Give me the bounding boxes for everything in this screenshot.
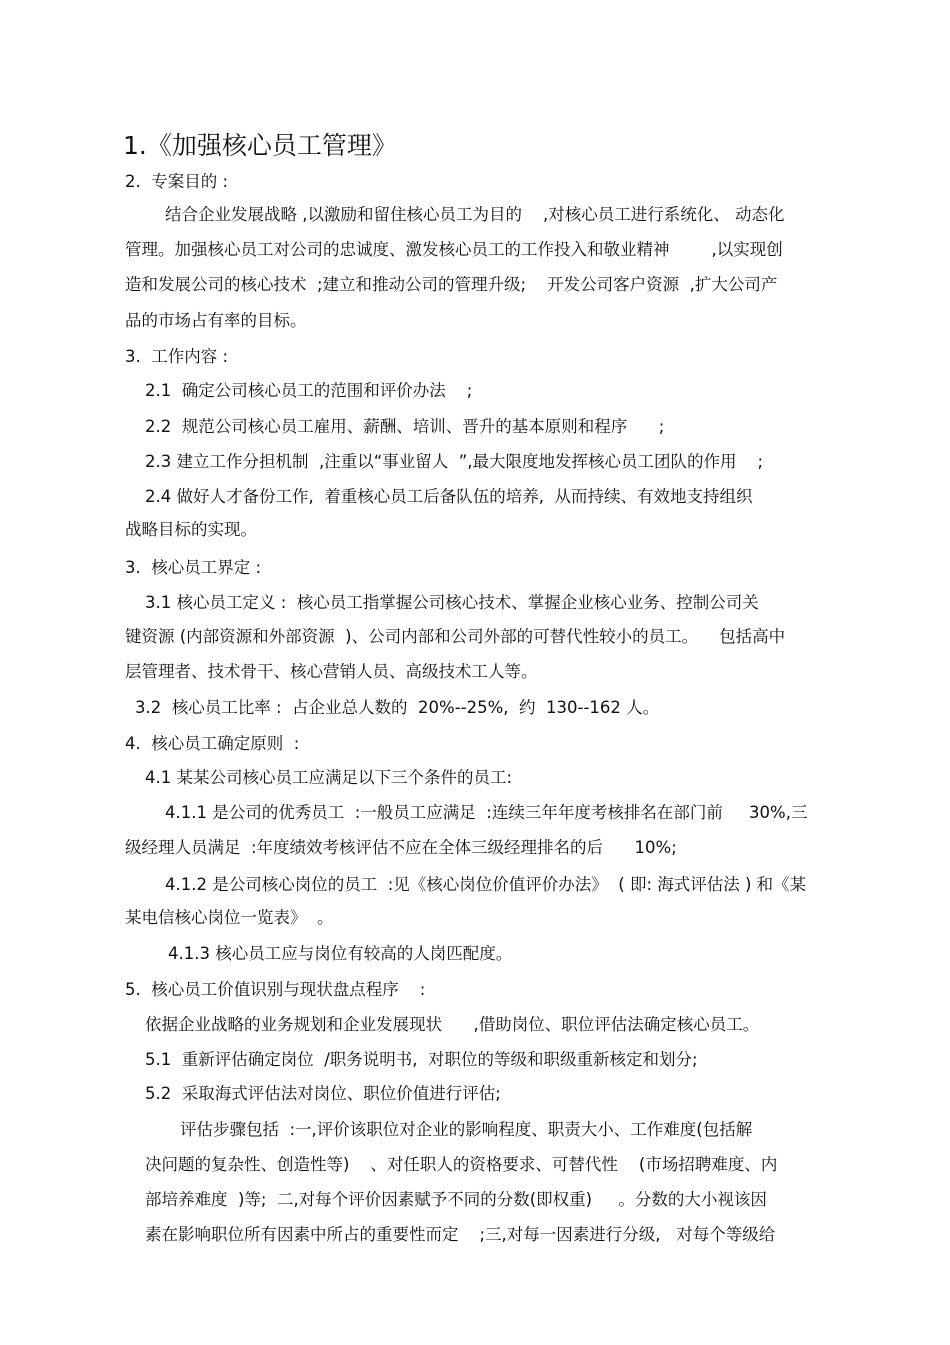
list-item: 5.1 重新评估确定岗位 /职务说明书, 对职位的等级和职级重新核定和划分; bbox=[145, 1050, 698, 1069]
document-title: 1.《加强核心员工管理》 bbox=[123, 131, 397, 160]
paragraph-line: 决问题的复杂性、创造性等) 、对任职人的资格要求、可替代性 (市场招聘难度、内 bbox=[145, 1155, 778, 1174]
paragraph-line: 某电信核心岗位一览表》 。 bbox=[125, 908, 334, 927]
list-item: 2.4 做好人才备份工作, 着重核心员工后备队伍的培养, 从而持续、有效地支持组织 bbox=[145, 487, 753, 506]
paragraph-line: 依据企业战略的业务规划和企业发展现状 ,借助岗位、职位评估法确定核心员工。 bbox=[145, 1015, 760, 1034]
paragraph-line: 素在影响职位所有因素中所占的重要性而定 ;三,对每一因素进行分级, 对每个等级给 bbox=[145, 1225, 776, 1244]
paragraph-line: 造和发展公司的核心技术 ;建立和推动公司的管理升级; 开发公司客户资源 ,扩大公司产 bbox=[125, 275, 778, 294]
paragraph-line: 部培养难度 )等; 二,对每个评价因素赋予不同的分数(即权重) 。分数的大小视该因 bbox=[145, 1190, 767, 1209]
list-item: 2.3 建立工作分担机制 ,注重以“事业留人 ”,最大限度地发挥核心员工团队的作用 ; bbox=[145, 452, 764, 471]
list-item: 2.1 确定公司核心员工的范围和评价办法 ; bbox=[145, 381, 473, 400]
list-item: 4.1.1 是公司的优秀员工 :一般员工应满足 :连续三年年度考核排名在部门前 30%,三 bbox=[165, 803, 808, 822]
list-item: 2.2 规范公司核心员工雇用、薪酬、培训、晋升的基本原则和程序 ; bbox=[145, 417, 665, 436]
paragraph-line: 管理。加强核心员工对公司的忠诚度、激发核心员工的工作投入和敬业精神 ,以实现创 bbox=[125, 240, 783, 259]
list-item: 5.2 采取海式评估法对岗位、职位价值进行评估; bbox=[145, 1084, 501, 1103]
paragraph-line: 结合企业发展战略 ,以激励和留住核心员工为目的 ,对核心员工进行系统化、 动态化 bbox=[165, 205, 785, 224]
list-item: 4.1.2 是公司核心岗位的员工 :见《核心岗位价值评价办法》 ( 即: 海式评估法 ) 和《某 bbox=[165, 875, 807, 894]
paragraph-line: 战略目标的实现。 bbox=[125, 520, 257, 539]
paragraph-line: 键资源 (内部资源和外部资源 )、公司内部和公司外部的可替代性较小的员工。 包括高中 bbox=[125, 627, 786, 646]
list-item: 3.1 核心员工定义 : 核心员工指掌握公司核心技术、掌握企业核心业务、控制公司关 bbox=[145, 593, 759, 612]
section-5-heading: 5. 核心员工价值识别与现状盘点程序 : bbox=[125, 980, 426, 999]
section-3-heading: 3. 工作内容 : bbox=[125, 347, 229, 366]
section-heading: 3. 核心员工界定 : bbox=[125, 558, 262, 577]
list-item: 4.1 某某公司核心员工应满足以下三个条件的员工: bbox=[145, 768, 513, 787]
section-4-heading: 4. 核心员工确定原则 : bbox=[125, 734, 300, 753]
list-item: 3.2 核心员工比率 : 占企业总人数的 20%--25%, 约 130--162 人。 bbox=[135, 698, 660, 717]
list-item: 4.1.3 核心员工应与岗位有较高的人岗匹配度。 bbox=[168, 944, 513, 963]
paragraph-line: 品的市场占有率的目标。 bbox=[125, 311, 307, 330]
paragraph-line: 层管理者、技术骨干、核心营销人员、高级技术工人等。 bbox=[125, 662, 538, 681]
section-2-heading: 2. 专案目的 : bbox=[125, 172, 229, 191]
paragraph-line: 评估步骤包括 :一,评价该职位对企业的影响程度、职责大小、工作难度(包括解 bbox=[180, 1120, 753, 1139]
paragraph-line: 级经理人员满足 :年度绩效考核评估不应在全体三级经理排名的后 10%; bbox=[125, 838, 677, 857]
